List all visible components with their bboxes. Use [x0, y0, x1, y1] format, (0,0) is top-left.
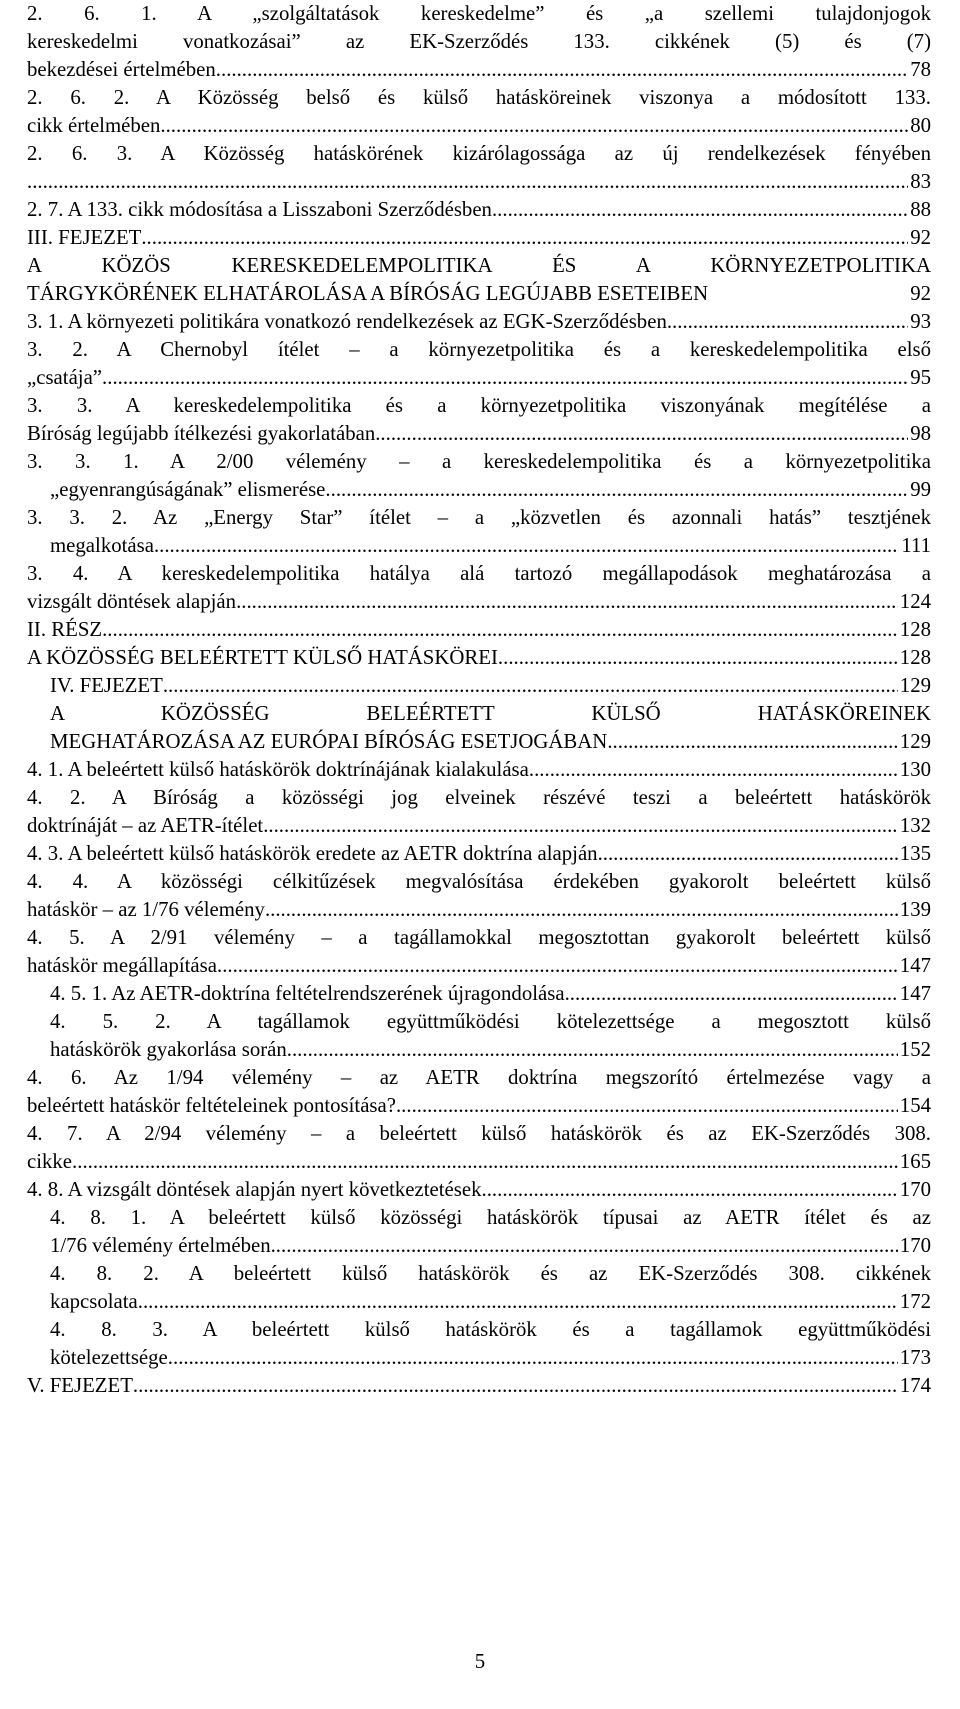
toc-page-number: 165 [899, 1150, 931, 1173]
toc-entry-title: doktrínáját – az AETR-ítélet [27, 814, 264, 837]
dot-leader [529, 756, 898, 784]
toc-entry[interactable] [27, 224, 931, 252]
toc-page-number: 80 [910, 114, 931, 137]
toc-page-number: 92 [910, 282, 931, 305]
dot-leader [138, 1288, 898, 1316]
toc-entry-line: 3. 4. A kereskedelempolitika hatálya alá tartozó megállapodások meghatározása a [27, 562, 931, 585]
toc-entry[interactable] [27, 924, 931, 980]
toc-entry[interactable] [27, 1372, 931, 1400]
dot-leader [498, 644, 898, 672]
toc-entry-title: V. FEJEZET [27, 1374, 133, 1397]
toc-page-number: 128 [899, 646, 931, 669]
toc-entry-line: 4. 8. 1. A beleértett külső közösségi hatáskörök típusai az AETR ítélet és az [50, 1206, 931, 1229]
toc-entry-title: 4. 5. 1. Az AETR-doktrína feltételrendszerének újragondolása [50, 982, 565, 1005]
toc-page-number: 99 [910, 478, 931, 501]
toc-entry[interactable] [50, 1008, 931, 1064]
toc-entry[interactable] [27, 308, 931, 336]
toc-entry-line: 4. 7. A 2/94 vélemény – a beleértett külső hatáskörök és az EK-Szerződés 308. [27, 1122, 931, 1145]
dot-leader [133, 1372, 898, 1400]
toc-entry-title: cikk értelmében [27, 114, 161, 137]
toc-entry-line: A KÖZÖS KERESKEDELEMPOLITIKA ÉS A KÖRNYEZETPOLITIKA [27, 254, 931, 277]
toc-entry-line: 4. 2. A Bíróság a közösségi jog elveinek részévé teszi a beleértett hatáskörök [27, 786, 931, 809]
toc-page-number: 78 [910, 58, 931, 81]
toc-entry-title: III. FEJEZET [27, 226, 142, 249]
toc-entry[interactable] [50, 672, 931, 700]
toc-entry-line: 4. 5. A 2/91 vélemény – a tagállamokkal megosztottan gyakorolt beleértett külső [27, 926, 931, 949]
toc-entry[interactable] [27, 252, 931, 308]
toc-page-number: 98 [910, 422, 931, 445]
dot-leader [396, 1092, 898, 1120]
dot-leader [216, 56, 908, 84]
toc-entry-title: beleértett hatáskör feltételeinek pontosítása? [27, 1094, 396, 1117]
toc-entry-line: 4. 8. 2. A beleértett külső hatáskörök és az EK-Szerződés 308. cikkének [50, 1262, 931, 1285]
dot-leader [598, 840, 898, 868]
dot-leader [154, 532, 899, 560]
dot-leader [287, 1036, 898, 1064]
toc-entry[interactable] [27, 1176, 931, 1204]
toc-entry-line: 4. 8. 3. A beleértett külső hatáskörök és a tagállamok együttműködési [50, 1318, 931, 1341]
toc-entry-title: II. RÉSZ [27, 618, 103, 641]
toc-entry-line: 4. 5. 2. A tagállamok együttműködési kötelezettsége a megosztott külső [50, 1010, 931, 1033]
dot-leader [325, 476, 908, 504]
toc-page-number: 83 [910, 170, 931, 193]
toc-entry-title: 4. 3. A beleértett külső hatáskörök eredete az AETR doktrína alapján [27, 842, 598, 865]
toc-entry[interactable] [27, 756, 931, 784]
toc-page-number: 95 [910, 366, 931, 389]
toc-entry[interactable] [27, 504, 931, 560]
dot-leader [265, 896, 898, 924]
dot-leader [482, 1176, 898, 1204]
toc-entry[interactable] [50, 700, 931, 756]
toc-entry[interactable] [27, 336, 931, 392]
toc-entry-title: MEGHATÁROZÁSA AZ EURÓPAI BÍRÓSÁG ESETJOGÁBAN [50, 730, 608, 753]
toc-page-number: 173 [899, 1346, 931, 1369]
toc-page-number: 170 [899, 1234, 931, 1257]
toc-entry[interactable] [27, 560, 931, 616]
toc-entry-line: 3. 2. A Chernobyl ítélet – a környezetpolitika és a kereskedelempolitika első [27, 338, 931, 361]
toc-entry-title: cikke [27, 1150, 73, 1173]
toc-page-number: 111 [901, 534, 931, 557]
dot-leader [141, 224, 908, 252]
toc-entry-title: 1/76 vélemény értelmében [50, 1234, 271, 1257]
dot-leader [375, 420, 908, 448]
dot-leader [102, 616, 898, 644]
toc-entry-title: Bíróság legújabb ítélkezési gyakorlatában [27, 422, 376, 445]
toc-entry[interactable] [27, 0, 931, 84]
toc-entry[interactable] [27, 644, 931, 672]
dot-leader [27, 168, 908, 196]
toc-entry-line: A KÖZÖSSÉG BELEÉRTETT KÜLSŐ HATÁSKÖREINEK [50, 702, 931, 725]
dot-leader [72, 1148, 898, 1176]
toc-page-number: 92 [910, 226, 931, 249]
toc-entry-line: kereskedelmi vonatkozásai” az EK-Szerződés 133. cikkének (5) és (7) [27, 30, 931, 53]
toc-entry-title: 4. 8. A vizsgált döntések alapján nyert következtetések [27, 1178, 482, 1201]
toc-page-number: 93 [910, 310, 931, 333]
toc-entry-title: 2. 7. A 133. cikk módosítása a Lisszaboni Szerződésben [27, 198, 492, 221]
toc-entry-title: „egyenrangúságának” elismerése [50, 478, 326, 501]
toc-entry[interactable] [50, 1260, 931, 1316]
dot-leader [160, 112, 908, 140]
toc-entry-line: 2. 6. 3. A Közösség hatáskörének kizárólagossága az új rendelkezések fényében [27, 142, 931, 165]
toc-page-number: 124 [899, 590, 931, 613]
toc-entry[interactable] [27, 1120, 931, 1176]
toc-page-number: 172 [899, 1290, 931, 1313]
toc-entry[interactable] [27, 868, 931, 924]
dot-leader [236, 588, 898, 616]
toc-entry-title: hatáskörök gyakorlása során [50, 1038, 287, 1061]
toc-entry-line: 3. 3. 1. A 2/00 vélemény – a kereskedelempolitika és a környezetpolitika [27, 450, 931, 473]
dot-leader [271, 1232, 898, 1260]
toc-page-number: 170 [899, 1178, 931, 1201]
toc-entry-line: 3. 3. A kereskedelempolitika és a környezetpolitika viszonyának megítélése a [27, 394, 931, 417]
toc-entry[interactable] [27, 1064, 931, 1120]
toc-entry-title: A KÖZÖSSÉG BELEÉRTETT KÜLSŐ HATÁSKÖREI [27, 646, 498, 669]
toc-page-number: 88 [910, 198, 931, 221]
toc-entry-title: bekezdései értelmében [27, 58, 216, 81]
dot-leader [168, 1344, 898, 1372]
dot-leader [102, 364, 908, 392]
toc-page-number: 128 [899, 618, 931, 641]
toc-entry-title: TÁRGYKÖRÉNEK ELHATÁROLÁSA A BÍRÓSÁG LEGÚJABB ESETEIBEN [27, 282, 709, 305]
dot-leader [163, 672, 898, 700]
toc-entry-title: megalkotása [50, 534, 154, 557]
toc-entry[interactable] [27, 448, 931, 504]
toc-entry-line: 2. 6. 2. A Közösség belső és külső hatásköreinek viszonya a módosított 133. [27, 86, 931, 109]
toc-entry[interactable] [27, 784, 931, 840]
toc-entry[interactable] [50, 1316, 931, 1372]
toc-page-number: 147 [899, 954, 931, 977]
toc-entry-line: 2. 6. 1. A „szolgáltatások kereskedelme” és „a szellemi tulajdonjogok [27, 2, 931, 25]
toc-entry-line: 4. 6. Az 1/94 vélemény – az AETR doktrína megszorító értelmezése vagy a [27, 1066, 931, 1089]
toc-entry-title: „csatája” [27, 366, 103, 389]
toc-entry-title: hatáskör – az 1/76 vélemény [27, 898, 265, 921]
dot-leader [492, 196, 908, 224]
toc-entry[interactable] [50, 1204, 931, 1260]
dot-leader [565, 980, 898, 1008]
toc-entry-line: 3. 3. 2. Az „Energy Star” ítélet – a „közvetlen és azonnali hatás” tesztjének [27, 506, 931, 529]
dot-leader [607, 728, 897, 756]
toc-entry-title: IV. FEJEZET [50, 674, 163, 697]
dot-leader [667, 308, 908, 336]
toc-entry[interactable] [50, 980, 931, 1008]
toc-entry-title: kapcsolata [50, 1290, 138, 1313]
toc-entry-title: vizsgált döntések alapján [27, 590, 237, 613]
toc-entry[interactable] [27, 196, 931, 224]
toc-page-number: 129 [899, 730, 931, 753]
toc-page-number: 147 [899, 982, 931, 1005]
toc-entry-title: 4. 1. A beleértett külső hatáskörök doktrínájának kialakulása [27, 758, 529, 781]
toc-page-number: 135 [899, 842, 931, 865]
dot-leader [263, 812, 898, 840]
toc-entry-title: hatáskör megállapítása [27, 954, 217, 977]
toc-entry-title: kötelezettsége [50, 1346, 168, 1369]
toc-entry-line: 4. 4. A közösségi célkitűzések megvalósítása érdekében gyakorolt beleértett külső [27, 870, 931, 893]
toc-entry[interactable] [27, 616, 931, 644]
toc-entry[interactable] [27, 840, 931, 868]
toc-entry[interactable] [27, 140, 931, 196]
toc-entry[interactable] [27, 392, 931, 448]
dot-leader [217, 952, 898, 980]
toc-entry[interactable] [27, 84, 931, 140]
page-number: 5 [474, 1650, 486, 1673]
toc-page-number: 174 [899, 1374, 931, 1397]
toc-page-number: 154 [899, 1094, 931, 1117]
toc-page-number: 130 [899, 758, 931, 781]
toc-page-number: 152 [899, 1038, 931, 1061]
toc-page-number: 139 [899, 898, 931, 921]
toc-page-number: 129 [899, 674, 931, 697]
toc-page-number: 132 [899, 814, 931, 837]
toc-entry-title: 3. 1. A környezeti politikára vonatkozó rendelkezések az EGK-Szerződésben [27, 310, 667, 333]
